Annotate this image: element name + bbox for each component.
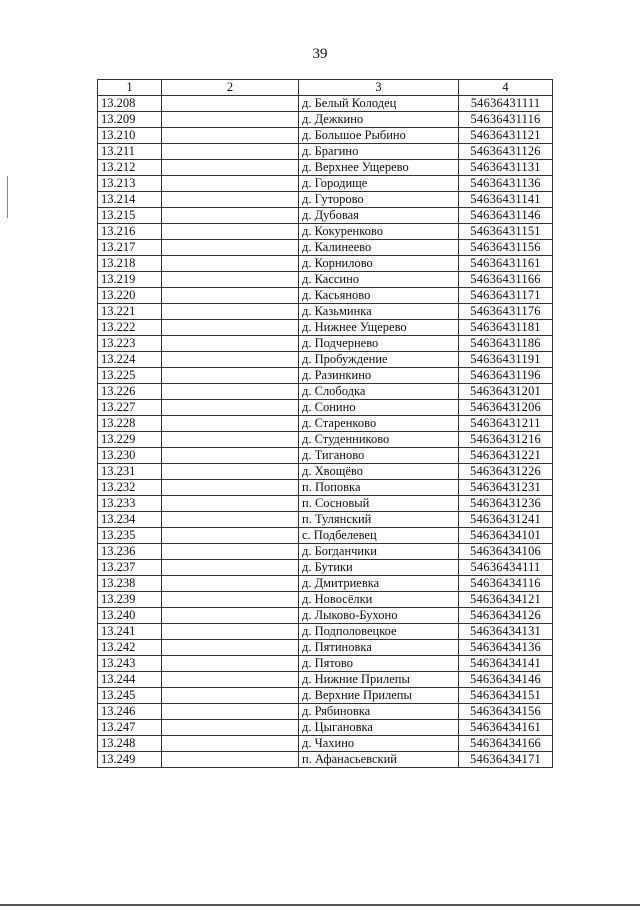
table-row — [98, 720, 553, 736]
table-row — [98, 352, 553, 368]
row-number-cell: 13.233 — [98, 496, 162, 512]
settlement-name-cell: д. Тиганово — [299, 448, 459, 464]
row-number-cell: 13.210 — [98, 128, 162, 144]
row-column2-cell — [162, 656, 299, 672]
row-number-cell: 13.208 — [98, 96, 162, 112]
row-number-cell: 13.212 — [98, 160, 162, 176]
settlement-code-cell: 54636434106 — [459, 544, 553, 560]
settlement-code-cell: 54636431211 — [459, 416, 553, 432]
settlement-code-cell: 54636434116 — [459, 576, 553, 592]
row-number-cell: 13.239 — [98, 592, 162, 608]
settlement-code-cell: 54636434161 — [459, 720, 553, 736]
table-header-row — [98, 80, 553, 96]
settlement-name-cell: п. Тулянский — [299, 512, 459, 528]
footer-rule — [0, 904, 640, 906]
settlement-code-cell: 54636431116 — [459, 112, 553, 128]
row-number-cell: 13.242 — [98, 640, 162, 656]
settlement-code-cell: 54636431121 — [459, 128, 553, 144]
row-number-cell: 13.232 — [98, 480, 162, 496]
table-row — [98, 624, 553, 640]
row-column2-cell — [162, 192, 299, 208]
table-row — [98, 176, 553, 192]
settlement-name-cell: д. Пробуждение — [299, 352, 459, 368]
table-row — [98, 320, 553, 336]
page-number: 39 — [312, 46, 328, 62]
row-column2-cell — [162, 304, 299, 320]
table-row — [98, 752, 553, 768]
settlement-name-cell: д. Сонино — [299, 400, 459, 416]
row-number-cell: 13.249 — [98, 752, 162, 768]
settlement-code-cell: 54636431181 — [459, 320, 553, 336]
settlement-code-cell: 54636431146 — [459, 208, 553, 224]
row-number-cell: 13.234 — [98, 512, 162, 528]
settlement-name-cell: д. Кассино — [299, 272, 459, 288]
settlement-code-cell: 54636431176 — [459, 304, 553, 320]
row-number-cell: 13.219 — [98, 272, 162, 288]
settlement-name-cell: д. Лыково-Бухоно — [299, 608, 459, 624]
row-column2-cell — [162, 560, 299, 576]
settlement-code-cell: 54636431226 — [459, 464, 553, 480]
settlement-code-cell: 54636434111 — [459, 560, 553, 576]
row-column2-cell — [162, 608, 299, 624]
settlement-code-cell: 54636431191 — [459, 352, 553, 368]
settlement-name-cell: д. Корнилово — [299, 256, 459, 272]
row-column2-cell — [162, 416, 299, 432]
table-row — [98, 304, 553, 320]
row-column2-cell — [162, 576, 299, 592]
row-column2-cell — [162, 496, 299, 512]
table-row — [98, 144, 553, 160]
table-row — [98, 288, 553, 304]
settlement-name-cell: д. Дежкино — [299, 112, 459, 128]
settlement-code-cell: 54636431141 — [459, 192, 553, 208]
table-row — [98, 368, 553, 384]
row-number-cell: 13.236 — [98, 544, 162, 560]
settlement-code-cell: 54636434146 — [459, 672, 553, 688]
row-column2-cell — [162, 720, 299, 736]
row-number-cell: 13.235 — [98, 528, 162, 544]
settlement-name-cell: п. Сосновый — [299, 496, 459, 512]
settlement-name-cell: д. Бутики — [299, 560, 459, 576]
settlement-code-cell: 54636431206 — [459, 400, 553, 416]
settlement-name-cell: д. Студенниково — [299, 432, 459, 448]
settlement-name-cell: д. Чахино — [299, 736, 459, 752]
row-number-cell: 13.244 — [98, 672, 162, 688]
row-number-cell: 13.238 — [98, 576, 162, 592]
row-column2-cell — [162, 208, 299, 224]
row-column2-cell — [162, 336, 299, 352]
settlement-name-cell: д. Большое Рыбино — [299, 128, 459, 144]
table-row — [98, 128, 553, 144]
settlement-code-cell: 54636434101 — [459, 528, 553, 544]
settlement-name-cell: д. Нижнее Ущерево — [299, 320, 459, 336]
row-column2-cell — [162, 368, 299, 384]
row-number-cell: 13.221 — [98, 304, 162, 320]
column-header-4: 4 — [459, 80, 553, 96]
settlement-code-cell: 54636431111 — [459, 96, 553, 112]
table-row — [98, 592, 553, 608]
column-header-2: 2 — [162, 80, 299, 96]
settlement-code-cell: 54636431236 — [459, 496, 553, 512]
row-column2-cell — [162, 96, 299, 112]
row-number-cell: 13.223 — [98, 336, 162, 352]
settlement-name-cell: д. Верхнее Ущерево — [299, 160, 459, 176]
row-number-cell: 13.243 — [98, 656, 162, 672]
settlement-code-cell: 54636431186 — [459, 336, 553, 352]
row-number-cell: 13.217 — [98, 240, 162, 256]
settlement-code-cell: 54636434121 — [459, 592, 553, 608]
row-number-cell: 13.237 — [98, 560, 162, 576]
row-number-cell: 13.225 — [98, 368, 162, 384]
row-column2-cell — [162, 432, 299, 448]
row-number-cell: 13.218 — [98, 256, 162, 272]
row-column2-cell — [162, 480, 299, 496]
table-row — [98, 448, 553, 464]
settlement-name-cell: п. Афанасьевский — [299, 752, 459, 768]
settlement-code-cell: 54636431216 — [459, 432, 553, 448]
row-number-cell: 13.245 — [98, 688, 162, 704]
row-number-cell: 13.248 — [98, 736, 162, 752]
row-number-cell: 13.246 — [98, 704, 162, 720]
table-row — [98, 576, 553, 592]
table-row — [98, 528, 553, 544]
column-header-1: 1 — [98, 80, 162, 96]
table-row — [98, 256, 553, 272]
table-row — [98, 640, 553, 656]
settlement-code-cell: 54636431131 — [459, 160, 553, 176]
table-row — [98, 512, 553, 528]
row-column2-cell — [162, 112, 299, 128]
settlement-name-cell: д. Новосёлки — [299, 592, 459, 608]
row-column2-cell — [162, 320, 299, 336]
table-row — [98, 736, 553, 752]
table-row — [98, 496, 553, 512]
row-column2-cell — [162, 752, 299, 768]
row-column2-cell — [162, 704, 299, 720]
row-column2-cell — [162, 448, 299, 464]
settlement-name-cell: д. Разинкино — [299, 368, 459, 384]
settlement-code-cell: 54636431126 — [459, 144, 553, 160]
row-column2-cell — [162, 640, 299, 656]
table-row — [98, 656, 553, 672]
settlement-name-cell: д. Верхние Прилепы — [299, 688, 459, 704]
settlement-name-cell: д. Рябиновка — [299, 704, 459, 720]
settlement-code-cell: 54636434131 — [459, 624, 553, 640]
settlement-name-cell: д. Пятово — [299, 656, 459, 672]
settlement-name-cell: д. Калинеево — [299, 240, 459, 256]
settlement-name-cell: д. Цыгановка — [299, 720, 459, 736]
settlement-code-cell: 54636431151 — [459, 224, 553, 240]
table-row — [98, 560, 553, 576]
table-row — [98, 480, 553, 496]
row-number-cell: 13.220 — [98, 288, 162, 304]
table-row — [98, 384, 553, 400]
settlement-code-cell: 54636434171 — [459, 752, 553, 768]
row-column2-cell — [162, 176, 299, 192]
table-row — [98, 96, 553, 112]
row-number-cell: 13.227 — [98, 400, 162, 416]
row-column2-cell — [162, 160, 299, 176]
settlement-code-cell: 54636431136 — [459, 176, 553, 192]
table-row — [98, 400, 553, 416]
settlement-name-cell: д. Касьяново — [299, 288, 459, 304]
settlement-code-cell: 54636431231 — [459, 480, 553, 496]
settlement-code-cell: 54636431196 — [459, 368, 553, 384]
table-row — [98, 240, 553, 256]
settlement-code-cell: 54636434141 — [459, 656, 553, 672]
row-number-cell: 13.228 — [98, 416, 162, 432]
row-column2-cell — [162, 144, 299, 160]
settlement-name-cell: д. Богданчики — [299, 544, 459, 560]
row-column2-cell — [162, 224, 299, 240]
row-number-cell: 13.240 — [98, 608, 162, 624]
row-column2-cell — [162, 688, 299, 704]
settlement-name-cell: п. Поповка — [299, 480, 459, 496]
settlement-code-cell: 54636431201 — [459, 384, 553, 400]
row-column2-cell — [162, 400, 299, 416]
row-column2-cell — [162, 384, 299, 400]
row-number-cell: 13.209 — [98, 112, 162, 128]
settlement-name-cell: д. Нижние Прилепы — [299, 672, 459, 688]
table-row — [98, 544, 553, 560]
settlement-code-cell: 54636431241 — [459, 512, 553, 528]
settlement-name-cell: д. Кокуренково — [299, 224, 459, 240]
table-row — [98, 224, 553, 240]
row-number-cell: 13.216 — [98, 224, 162, 240]
row-column2-cell — [162, 736, 299, 752]
settlement-name-cell: д. Подчернево — [299, 336, 459, 352]
settlements-table — [97, 79, 553, 768]
settlement-code-cell: 54636434156 — [459, 704, 553, 720]
row-column2-cell — [162, 592, 299, 608]
settlement-name-cell: д. Казьминка — [299, 304, 459, 320]
table-row — [98, 704, 553, 720]
row-number-cell: 13.214 — [98, 192, 162, 208]
row-number-cell: 13.222 — [98, 320, 162, 336]
row-column2-cell — [162, 544, 299, 560]
settlement-code-cell: 54636434136 — [459, 640, 553, 656]
row-column2-cell — [162, 256, 299, 272]
settlement-code-cell: 54636431171 — [459, 288, 553, 304]
column-header-3: 3 — [299, 80, 459, 96]
table-row — [98, 112, 553, 128]
table-body — [98, 96, 553, 768]
settlement-name-cell: д. Белый Колодец — [299, 96, 459, 112]
settlement-code-cell: 54636431161 — [459, 256, 553, 272]
settlement-name-cell: д. Городище — [299, 176, 459, 192]
row-number-cell: 13.213 — [98, 176, 162, 192]
table-row — [98, 336, 553, 352]
settlement-name-cell: д. Подполовецкое — [299, 624, 459, 640]
table-row — [98, 192, 553, 208]
table-row — [98, 432, 553, 448]
settlement-name-cell: д. Слободка — [299, 384, 459, 400]
table-row — [98, 416, 553, 432]
row-column2-cell — [162, 240, 299, 256]
row-number-cell: 13.230 — [98, 448, 162, 464]
row-column2-cell — [162, 624, 299, 640]
table-row — [98, 672, 553, 688]
row-column2-cell — [162, 288, 299, 304]
settlement-name-cell: д. Старенково — [299, 416, 459, 432]
settlement-name-cell: д. Брагино — [299, 144, 459, 160]
settlement-name-cell: д. Пятиновка — [299, 640, 459, 656]
row-column2-cell — [162, 128, 299, 144]
settlement-code-cell: 54636431221 — [459, 448, 553, 464]
row-column2-cell — [162, 528, 299, 544]
settlement-name-cell: д. Гуторово — [299, 192, 459, 208]
settlement-code-cell: 54636431156 — [459, 240, 553, 256]
row-number-cell: 13.224 — [98, 352, 162, 368]
settlement-name-cell: д. Хвощёво — [299, 464, 459, 480]
table-row — [98, 208, 553, 224]
settlement-code-cell: 54636434151 — [459, 688, 553, 704]
table-row — [98, 464, 553, 480]
row-number-cell: 13.247 — [98, 720, 162, 736]
row-number-cell: 13.229 — [98, 432, 162, 448]
row-column2-cell — [162, 464, 299, 480]
table-row — [98, 272, 553, 288]
settlement-code-cell: 54636434126 — [459, 608, 553, 624]
settlement-name-cell: д. Дубовая — [299, 208, 459, 224]
row-column2-cell — [162, 352, 299, 368]
margin-mark — [7, 176, 8, 218]
row-number-cell: 13.211 — [98, 144, 162, 160]
row-number-cell: 13.215 — [98, 208, 162, 224]
row-number-cell: 13.226 — [98, 384, 162, 400]
row-column2-cell — [162, 512, 299, 528]
settlement-name-cell: с. Подбелевец — [299, 528, 459, 544]
table-row — [98, 160, 553, 176]
settlement-code-cell: 54636431166 — [459, 272, 553, 288]
row-number-cell: 13.241 — [98, 624, 162, 640]
row-number-cell: 13.231 — [98, 464, 162, 480]
settlement-code-cell: 54636434166 — [459, 736, 553, 752]
table-row — [98, 608, 553, 624]
settlement-name-cell: д. Дмитриевка — [299, 576, 459, 592]
table-row — [98, 688, 553, 704]
row-column2-cell — [162, 272, 299, 288]
row-column2-cell — [162, 672, 299, 688]
